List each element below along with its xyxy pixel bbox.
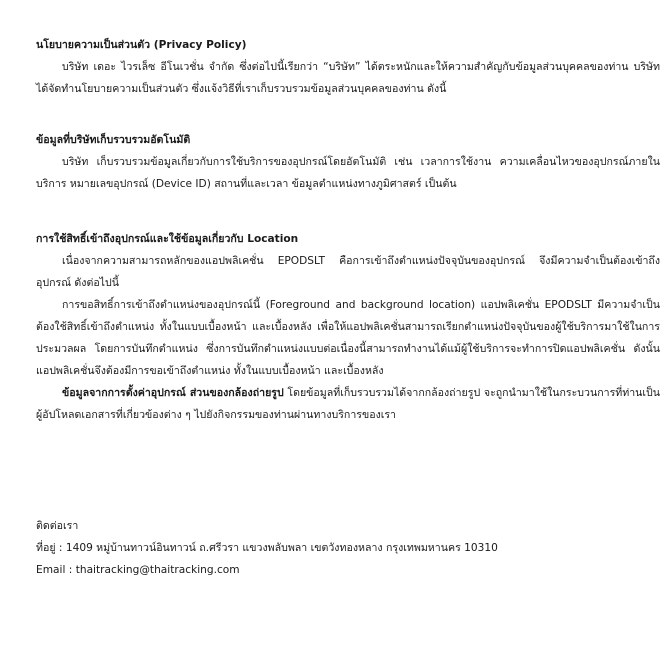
contact-address: ที่อยู่ : 1409 หมู่บ้านทาวน์อินทาวน์ ถ.ศรีวรา แขวงพลับพลา เขตวังทองหลาง กรุงเทพมหานคร 10310 [36, 542, 498, 554]
privacy-policy-title: นโยบายความเป็นส่วนตัว (Privacy Policy) [36, 39, 247, 51]
privacy-intro-paragraph: บริษัท เดอะ ไวรเล็ซ อีโนเวชั่น จำกัด ซึ่งต่อไปนี้เรียกว่า “บริษัท” ได้ตระหนักและให้ความสำคัญกับข้อมูลส่วนบุคคลของท่าน บริษัท ได้จัดทำนโยบายความเป็นส่วนตัว ซึ่งแจ้งวิธีที่เราเก็บรวบรวมข้อมูลส่วนบุคคลของท่าน ดังนี้ [36, 61, 660, 95]
location-paragraph-2: การขอสิทธิ์การเข้าถึงตำแหน่งของอุปกรณ์นี้ (Foreground and background location) แอปพลิเคชั่น EPODSLT มีความจำเป็นต้องใช้สิทธิ์เข้าถึงตำแหน่ง ทั้งในแบบเบื้องหน้า และเบื้องหลัง เพื่อให้แอปพลิเคชั่นสามารถเรียกตำแหน่งปัจจุบันของผู้ใช้บริการมาใช้ในการประมวลผล โดยการบันทึกตำแหน่ง ซึ่งการบันทึกตำแหน่งแบบต่อเนื่องนี้สามารถทำงานได้แม้ผู้ใช้บริการจะทำการปิดแอปพลิเคชั่น ดังนั้น แอปพลิเคชั่นจึงต้องมีการขอเข้าถึงตำแหน่ง ทั้งในแบบเบื้องหน้า และเบื้องหลัง [36, 299, 660, 377]
auto-collect-title: ข้อมูลที่บริษัทเก็บรวบรวมอัตโนมัติ [36, 134, 191, 146]
contact-title: ติดต่อเรา [36, 520, 79, 532]
contact-section [36, 515, 660, 581]
camera-paragraph-text: โดยข้อมูลที่เก็บรวบรวมได้จากกล้องถ่ายรูป จะถูกนำมาใช้ในกระบวนการที่ท่านเป็นผู้อัปโหลดเอกสารที่เกี่ยวข้องต่าง ๆ ไปยังกิจกรรมของท่านผ่านทางบริการของเรา [36, 387, 660, 421]
camera-paragraph-heading: ข้อมูลจากการตั้งค่าอุปกรณ์ ส่วนของกล้องถ่ายรูป [62, 387, 284, 399]
location-section [36, 228, 660, 426]
contact-email: Email : thaitracking@thaitracking.com [36, 564, 240, 576]
location-title: การใช้สิทธิ์เข้าถึงอุปกรณ์และใช้ข้อมูลเกี่ยวกับ Location [36, 233, 299, 245]
auto-collect-paragraph: บริษัท เก็บรวบรวมข้อมูลเกี่ยวกับการใช้บริการของอุปกรณ์โดยอัตโนมัติ เช่น เวลาการใช้งาน ความเคลื่อนไหวของอุปกรณ์ภายในบริการ หมายเลขอุปกรณ์ (Device ID) สถานที่และเวลา ข้อมูลตำแหน่งทางภูมิศาสตร์ เป็นต้น [36, 156, 660, 190]
auto-collect-section [36, 129, 660, 195]
location-paragraph-1: เนื่องจากความสามารถหลักของแอปพลิเคชั่น EPODSLT คือการเข้าถึงตำแหน่งปัจจุบันของอุปกรณ์ จึงมีความจำเป็นต้องเข้าถึงอุปกรณ์ ดังต่อไปนี้ [36, 255, 660, 289]
camera-paragraph [36, 382, 660, 426]
privacy-intro-section [36, 34, 660, 100]
